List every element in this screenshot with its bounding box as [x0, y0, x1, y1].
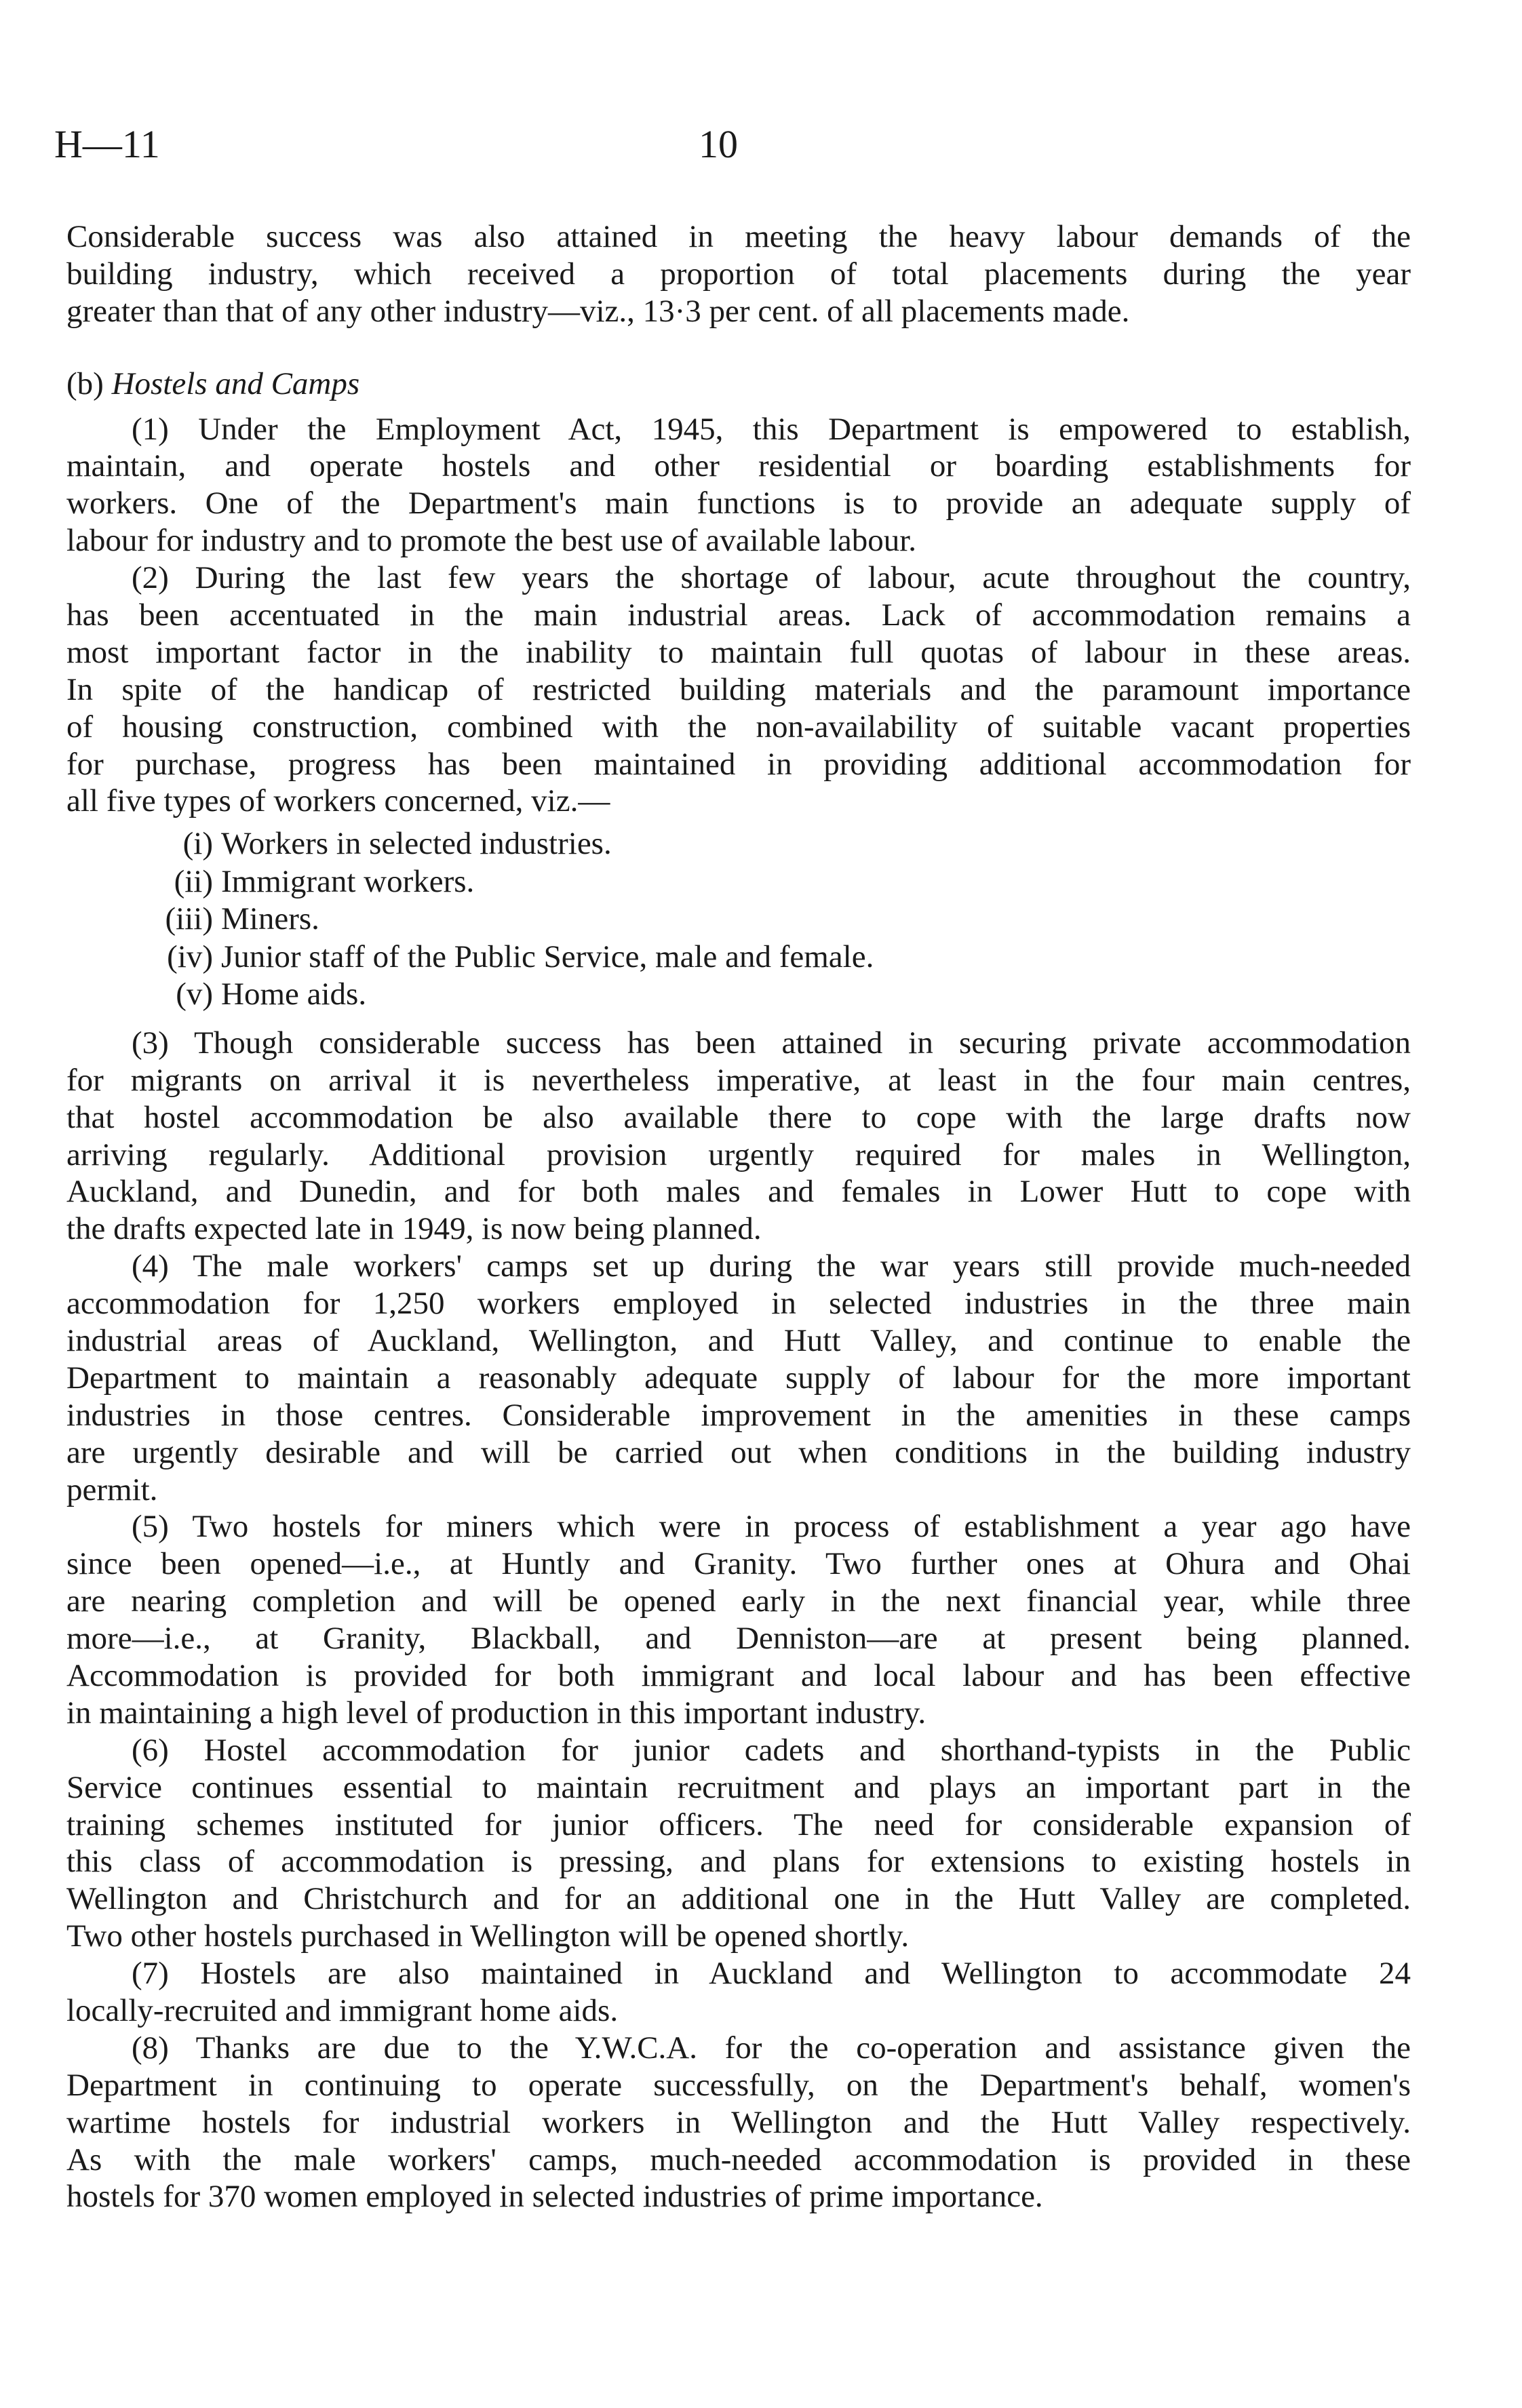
- text-line: in maintaining a high level of production in this important industry.: [66, 1695, 926, 1731]
- text-line: (5) Two hostels for miners which were in process of establishment a year ago have: [132, 1509, 1411, 1545]
- list-item-text: Immigrant workers.: [221, 863, 475, 899]
- text-line: maintain, and operate hostels and other residential or boarding establishments for: [66, 448, 1411, 484]
- text-line: (8) Thanks are due to the Y.W.C.A. for the co-operation and assistance given the: [132, 2030, 1411, 2066]
- text-line: are nearing completion and will be opened early in the next financial year, while three: [66, 1583, 1411, 1619]
- text-line: more—i.e., at Granity, Blackball, and Denniston—are at present being planned.: [66, 1621, 1411, 1657]
- text-line: Service continues essential to maintain recruitment and plays an important part in the: [66, 1769, 1411, 1805]
- text-line: training schemes instituted for junior officers. The need for considerable expansion of: [66, 1807, 1411, 1842]
- text-line: (3) Though considerable success has been attained in securing private accommodation: [132, 1025, 1411, 1061]
- text-line: (7) Hostels are also maintained in Auckland and Wellington to accommodate 24: [132, 1956, 1411, 1992]
- list-item-number: (ii): [174, 863, 213, 899]
- text-line: hostels for 370 women employed in selected industries of prime importance.: [66, 2179, 1043, 2215]
- worker-types-list: [66, 825, 1411, 1014]
- list-item-text: Junior staff of the Public Service, male and female.: [221, 939, 874, 974]
- text-line: arriving regularly. Additional provision urgently required for males in Wellington,: [66, 1137, 1411, 1172]
- text-line: that hostel accommodation be also available there to cope with the large drafts now: [66, 1099, 1411, 1135]
- list-item: [66, 863, 1411, 901]
- paragraph-5: [66, 1508, 1411, 1731]
- text-line: workers. One of the Department's main functions is to provide an adequate supply of: [66, 486, 1411, 521]
- text-line: most important factor in the inability to maintain full quotas of labour in these areas.: [66, 634, 1411, 670]
- paragraph-6: [66, 1732, 1411, 1955]
- text-line: of housing construction, combined with the non-availability of suitable vacant properties: [66, 709, 1411, 745]
- text-line: all five types of workers concerned, viz.—: [66, 783, 610, 819]
- text-line: wartime hostels for industrial workers in Wellington and the Hutt Valley respectively.: [66, 2104, 1411, 2140]
- intro-paragraph: [66, 218, 1411, 330]
- text-line: Department in continuing to operate successfully, on the Department's behalf, women's: [66, 2067, 1411, 2103]
- text-line: In spite of the handicap of restricted building materials and the paramount importance: [66, 671, 1411, 707]
- text-line: has been accentuated in the main industrial areas. Lack of accommodation remains a: [66, 597, 1411, 633]
- paragraph-3: [66, 1025, 1411, 1248]
- text-line: Accommodation is provided for both immigrant and local labour and has been effective: [66, 1658, 1411, 1693]
- text-line: Wellington and Christchurch and for an additional one in the Hutt Valley are completed.: [66, 1881, 1411, 1917]
- text-line: labour for industry and to promote the best use of available labour.: [66, 523, 917, 559]
- list-item-number: (iii): [165, 901, 213, 937]
- text-line: locally-recruited and immigrant home aids.: [66, 1993, 619, 2029]
- text-line: (4) The male workers' camps set up during the war years still provide much-needed: [132, 1248, 1411, 1284]
- list-item-number: (v): [176, 976, 213, 1012]
- list-item: [66, 825, 1411, 863]
- list-item-number: (iv): [167, 939, 213, 974]
- list-item-text: Home aids.: [221, 976, 367, 1012]
- paragraph-7: [66, 1955, 1411, 2030]
- list-item: [66, 939, 1411, 976]
- text-line: industries in those centres. Considerable improvement in the amenities in these camps: [66, 1397, 1411, 1433]
- text-line: industrial areas of Auckland, Wellington, and Hutt Valley, and continue to enable the: [66, 1322, 1411, 1358]
- paragraph-1: [66, 411, 1411, 560]
- list-item-number: (i): [182, 826, 213, 862]
- text-line: this class of accommodation is pressing, and plans for extensions to existing hostels in: [66, 1844, 1411, 1880]
- text-line: Auckland, and Dunedin, and for both males and females in Lower Hutt to cope with: [66, 1174, 1411, 1210]
- paragraph-8: [66, 2030, 1411, 2215]
- text-line: since been opened—i.e., at Huntly and Granity. Two further ones at Ohura and Ohai: [66, 1546, 1411, 1582]
- list-item-text: Workers in selected industries.: [221, 826, 612, 862]
- text-line: Two other hostels purchased in Wellington will be opened shortly.: [66, 1918, 910, 1954]
- list-item: [66, 901, 1411, 939]
- text-line: greater than that of any other industry—viz., 13·3 per cent. of all placements made.: [66, 293, 1130, 329]
- text-line: for purchase, progress has been maintained in providing additional accommodation for: [66, 746, 1411, 782]
- list-item: [66, 976, 1411, 1014]
- paragraph-4: [66, 1248, 1411, 1508]
- page-body: [66, 218, 1411, 2215]
- text-line: are urgently desirable and will be carried out when conditions in the building industry: [66, 1434, 1411, 1470]
- document-code: H—11: [54, 122, 160, 166]
- page-number: 10: [699, 122, 738, 166]
- text-line: (1) Under the Employment Act, 1945, this Department is empowered to establish,: [132, 411, 1411, 447]
- list-item-text: Miners.: [221, 901, 319, 937]
- text-line: Considerable success was also attained in meeting the heavy labour demands of the: [66, 219, 1411, 254]
- text-line: for migrants on arrival it is nevertheless imperative, at least in the four main centres,: [66, 1062, 1411, 1098]
- text-line: (6) Hostel accommodation for junior cadets and shorthand-typists in the Public: [132, 1732, 1411, 1768]
- text-line: building industry, which received a proportion of total placements during the year: [66, 256, 1411, 292]
- paragraph-2: [66, 559, 1411, 820]
- section-label: (b): [66, 366, 104, 401]
- text-line: the drafts expected late in 1949, is now being planned.: [66, 1211, 762, 1247]
- text-line: (2) During the last few years the shortage of labour, acute throughout the country,: [132, 560, 1411, 596]
- section-title: Hostels and Camps: [111, 366, 360, 401]
- text-line: As with the male workers' camps, much-needed accommodation is provided in these: [66, 2141, 1411, 2177]
- text-line: accommodation for 1,250 workers employed in selected industries in the three main: [66, 1286, 1411, 1322]
- text-line: Department to maintain a reasonably adequate supply of labour for the more important: [66, 1360, 1411, 1396]
- text-line: permit.: [66, 1472, 158, 1507]
- section-heading: [66, 366, 1411, 403]
